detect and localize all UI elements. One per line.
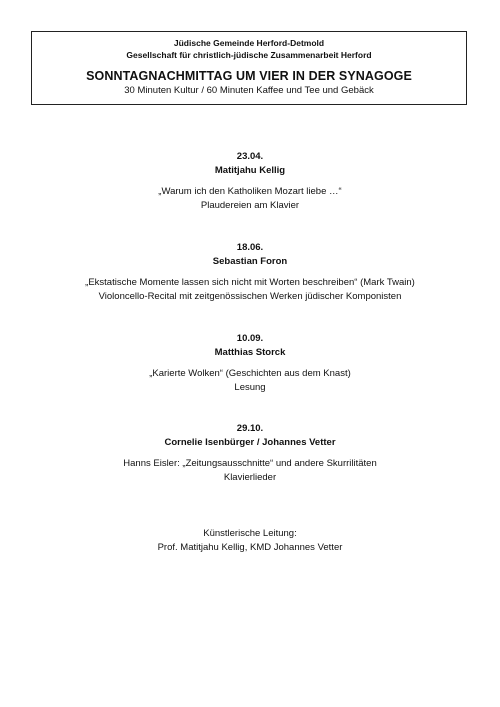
event-date: 18.06.: [236, 242, 264, 253]
event-artist: Cornelie Isenbürger / Johannes Vetter: [164, 437, 336, 448]
artistic-direction: [0, 527, 500, 555]
credits-label: Künstlerische Leitung:: [203, 528, 297, 539]
event-artist: Sebastian Foron: [212, 256, 288, 267]
event-title: „Warum ich den Katholiken Mozart liebe …“: [158, 186, 342, 197]
credits-names: Prof. Matitjahu Kellig, KMD Johannes Vetter: [157, 542, 343, 553]
event-title: „Ekstatische Momente lassen sich nicht mit Worten beschreiben“ (Mark Twain): [85, 277, 415, 288]
event-description: Lesung: [234, 382, 266, 393]
page-title: SONNTAGNACHMITTAG UM VIER IN DER SYNAGOGE: [86, 69, 412, 83]
page-subtitle: 30 Minuten Kultur / 60 Minuten Kaffee und Tee und Gebäck: [124, 85, 374, 96]
event-date: 29.10.: [236, 423, 264, 434]
organization-name-1: Jüdische Gemeinde Herford-Detmold: [173, 38, 325, 48]
event-description: Plaudereien am Klavier: [200, 200, 300, 211]
organization-name-2: Gesellschaft für christlich-jüdische Zusammenarbeit Herford: [126, 50, 372, 60]
event-item: [0, 241, 500, 304]
event-date: 10.09.: [236, 333, 264, 344]
event-item: [0, 332, 500, 395]
event-item: [0, 422, 500, 485]
event-artist: Matitjahu Kellig: [214, 165, 286, 176]
event-title: Hanns Eisler: „Zeitungsausschnitte“ und andere Skurrilitäten: [123, 458, 377, 469]
event-item: [0, 150, 500, 213]
event-artist: Matthias Storck: [214, 347, 286, 358]
header-box: [31, 31, 467, 105]
event-title: „Karierte Wolken“ (Geschichten aus dem Knast): [149, 368, 351, 379]
event-date: 23.04.: [236, 151, 264, 162]
event-description: Klavierlieder: [223, 472, 277, 483]
event-description: Violoncello-Recital mit zeitgenössischen Werken jüdischer Komponisten: [98, 291, 402, 302]
